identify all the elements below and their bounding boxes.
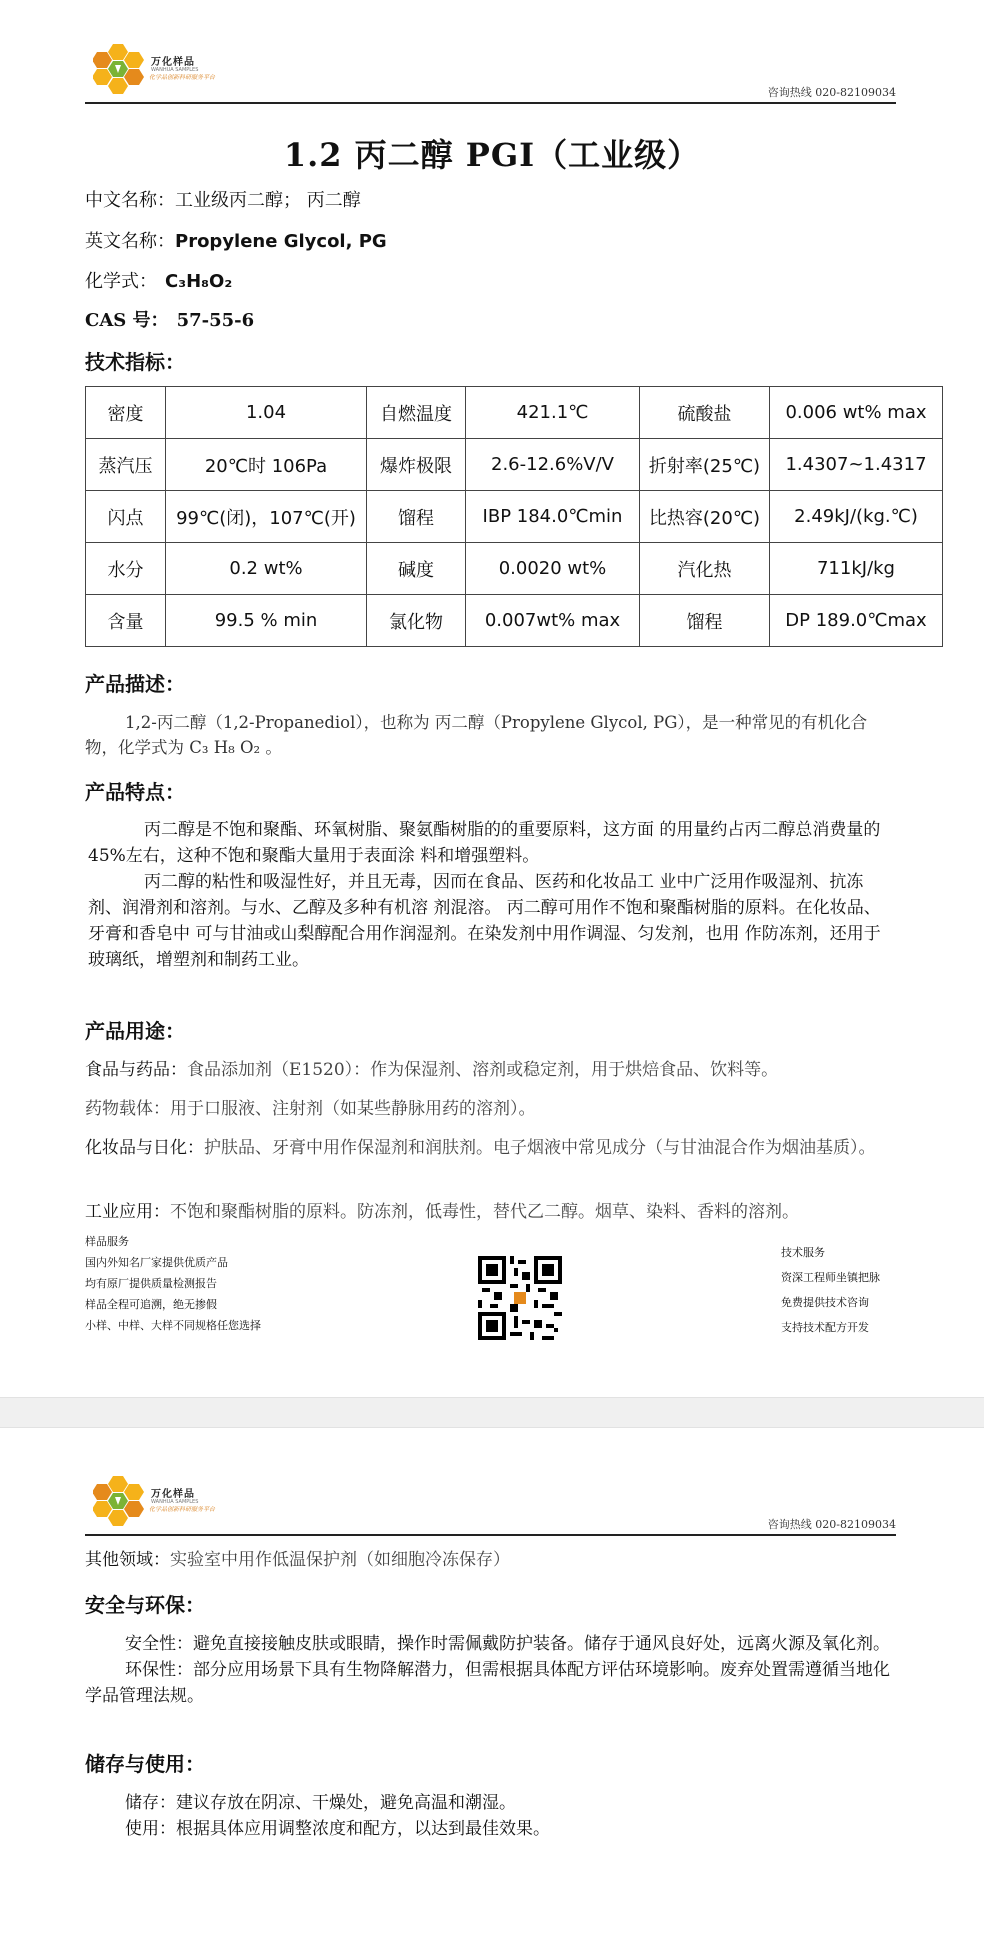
page-2 [0,1428,984,1933]
use-label: 其他领域： [85,1550,170,1570]
spec-value-cell: 99℃(闭)，107℃(开) [166,491,367,543]
page-header [85,42,896,104]
spec-value-cell: 0.0020 wt% [466,543,640,595]
spec-row [86,595,943,647]
spec-label-cell: 蒸汽压 [86,439,166,491]
header-rule [85,102,896,104]
spec-value-cell: 1.4307~1.4317 [770,439,943,491]
footer-line: 样品全程可追溯，绝无掺假 [85,1298,217,1311]
field-formula [85,267,232,293]
header-rule [85,1534,896,1536]
use-label: 化妆品与日化： [85,1138,204,1158]
spec-row [86,387,943,439]
spec-label-cell: 含量 [86,595,166,647]
field-label: 中文名称： [85,190,175,211]
use-label: 食品与药品： [85,1060,187,1080]
page-separator [0,1397,984,1428]
footer-line: 免费提供技术咨询 [781,1296,869,1309]
company-logo [93,42,223,98]
footer-line: 国内外知名厂家提供优质产品 [85,1256,228,1269]
footer-line: 支持技术配方开发 [781,1321,869,1334]
description-text: 1,2-丙二醇（1,2-Propanediol），也称为 丙二醇（Propylene Glycol, PG），是一种常见的有机化合物，化学式为 C₃ H₈ O₂ 。 [85,713,868,757]
brand-en: WANHUA SAMPLES [151,67,199,73]
footer-line: 小样、中样、大样不同规格任您选择 [85,1319,261,1332]
spec-row [86,439,943,491]
use-item [85,1096,900,1122]
brand-name: 万化样品 [151,57,195,68]
storage-paragraph: 储存：建议存放在阴凉、干燥处，避免高温和潮湿。 [125,1793,516,1813]
use-text: 食品添加剂（E1520）：作为保湿剂、溶剂或稳定剂，用于烘焙食品、饮料等。 [187,1060,779,1080]
page-header [85,1474,896,1536]
spec-value-cell: 711kJ/kg [770,543,943,595]
safety-text [85,1631,897,1709]
spec-label-cell: 汽化热 [640,543,770,595]
use-text: 实验室中用作低温保护剂（如细胞冷冻保存） [170,1550,510,1570]
section-heading-uses: 产品用途： [85,1019,185,1043]
spec-label-cell: 密度 [86,387,166,439]
spec-row [86,491,943,543]
hotline: 咨询热线 020-82109034 [767,1518,896,1531]
footer-tech-service [781,1240,880,1340]
brand-name: 万化样品 [151,1489,195,1500]
spec-label-cell: 碱度 [367,543,466,595]
field-value: C₃H₈O₂ [165,271,233,292]
brand-en: WANHUA SAMPLES [151,1499,199,1505]
field-label: 化学式： [85,271,157,292]
section-heading-tech: 技术指标： [85,350,185,374]
spec-row [86,543,943,595]
section-heading-safety: 安全与环保： [85,1593,205,1617]
company-logo [93,1474,223,1530]
field-label: 英文名称： [85,231,175,252]
safety-paragraph: 安全性：避免直接接触皮肤或眼睛，操作时需佩戴防护装备。储存于通风良好处，远离火源及氧化剂。 [125,1634,890,1654]
field-cn-name [85,186,361,212]
field-label: CAS 号： [85,310,169,331]
spec-label-cell: 闪点 [86,491,166,543]
footer-line: 技术服务 [781,1246,825,1259]
spec-value-cell: 20℃时 106Pa [166,439,367,491]
spec-label-cell: 馏程 [367,491,466,543]
spec-label-cell: 自燃温度 [367,387,466,439]
features-paragraph: 丙二醇的粘性和吸湿性好，并且无毒，因而在食品、医药和化妆品工 业中广泛用作吸湿剂、抗冻剂、润滑剂和溶剂。与水、乙醇及多种有机溶 剂混溶。 丙二醇可用作不饱和聚酯树脂的原料。在化妆品、牙膏和香皂中 可与甘油或山梨醇配合用作润湿剂。在染发剂中用作调湿、匀发剂，也用 作防冻剂，还用于玻璃纸，增塑剂和制药工业。 [88,872,881,970]
honeycomb-logo-icon [93,42,149,98]
spec-value-cell: DP 189.0℃max [770,595,943,647]
use-item-other [85,1547,900,1573]
hotline: 咨询热线 020-82109034 [767,86,896,99]
field-value: Propylene Glycol, PG [175,231,387,252]
use-text: 药物载体：用于口服液、注射剂（如某些静脉用药的溶剂）。 [85,1099,536,1119]
footer-line: 均有原厂提供质量检测报告 [85,1277,217,1290]
field-cas [85,306,254,332]
spec-label-cell: 硫酸盐 [640,387,770,439]
footer-line: 样品服务 [85,1235,129,1248]
section-heading-storage: 储存与使用： [85,1752,205,1776]
spec-value-cell: 0.006 wt% max [770,387,943,439]
spec-label-cell: 折射率(25℃) [640,439,770,491]
spec-value-cell: 1.04 [166,387,367,439]
use-text: 护肤品、牙膏中用作保湿剂和润肤剂。电子烟液中常见成分（与甘油混合作为烟油基质）。 [204,1138,876,1158]
spec-value-cell: 2.49kJ/(kg.℃) [770,491,943,543]
spec-label-cell: 比热容(20℃) [640,491,770,543]
storage-text [85,1790,897,1842]
section-heading-features: 产品特点： [85,780,185,804]
spec-label-cell: 爆炸极限 [367,439,466,491]
field-en-name [85,227,387,253]
use-item [85,1135,900,1161]
use-item [85,1057,900,1083]
field-value: 工业级丙二醇； 丙二醇 [175,190,361,211]
features-text [88,817,888,973]
safety-paragraph: 环保性：部分应用场景下具有生物降解潜力，但需根据具体配方评估环境影响。废弃处置需遵循当地化学品管理法规。 [85,1660,890,1706]
footer-sample-service [85,1231,261,1336]
section-heading-desc: 产品描述： [85,672,185,696]
spec-table [85,386,943,647]
spec-label-cell: 馏程 [640,595,770,647]
brand-slogan: 化学品创新科研服务平台 [149,74,216,81]
spec-value-cell: 2.6-12.6%V/V [466,439,640,491]
spec-value-cell: 421.1℃ [466,387,640,439]
use-item [85,1199,900,1225]
use-label: 工业应用： [85,1202,170,1222]
use-text: 不饱和聚酯树脂的原料。防冻剂，低毒性，替代乙二醇。烟草、染料、香料的溶剂。 [170,1202,799,1222]
spec-label-cell: 氯化物 [367,595,466,647]
footer-line: 资深工程师坐镇把脉 [781,1271,880,1284]
features-paragraph: 丙二醇是不饱和聚酯、环氧树脂、聚氨酯树脂的的重要原料，这方面 的用量约占丙二醇总消费量的 45%左右，这种不饱和聚酯大量用于表面涂 料和增强塑料。 [88,820,881,866]
page-title: 1.2 丙二醇 PGI（工业级） [283,136,701,174]
field-value: 57-55-6 [176,310,255,331]
spec-value-cell: 99.5 % min [166,595,367,647]
spec-label-cell: 水分 [86,543,166,595]
spec-value-cell: IBP 184.0℃min [466,491,640,543]
spec-value-cell: 0.2 wt% [166,543,367,595]
storage-paragraph: 使用：根据具体应用调整浓度和配方，以达到最佳效果。 [125,1819,550,1839]
spec-value-cell: 0.007wt% max [466,595,640,647]
honeycomb-logo-icon [93,1474,149,1530]
qr-code-icon [478,1256,562,1340]
brand-slogan: 化学品创新科研服务平台 [149,1506,216,1513]
